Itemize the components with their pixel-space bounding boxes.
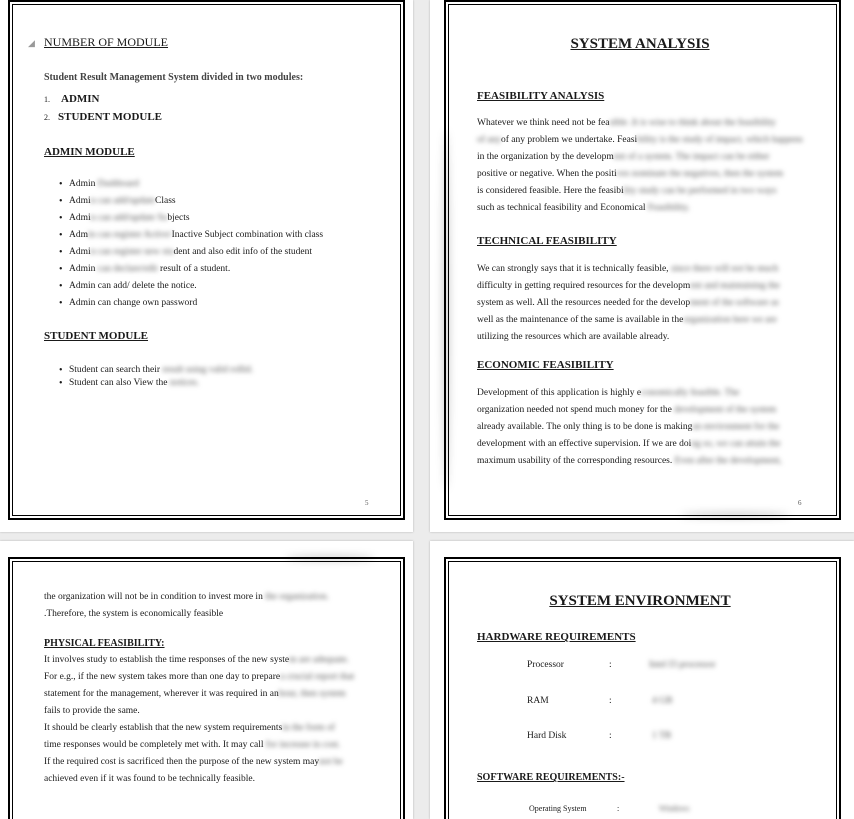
list-item: • Admin can add/updateClass <box>44 193 323 210</box>
economic-paragraph: Development of this application is highly economically feasible. The organization needed not spend much money for the development of the system already available. The only thing is to be done is makingan environment for the development with an effective supervision. If we are doing so, we can attain the maximum usability of the corresponding resources. Even after the development, <box>477 388 782 466</box>
admin-list <box>44 176 323 312</box>
feasibility-heading: FEASIBILITY ANALYSIS <box>477 90 605 102</box>
document-page-4 <box>430 541 854 819</box>
module-list <box>44 93 162 129</box>
list-item: • Admin can register new student and also edit info of the student <box>44 244 323 261</box>
list-item: • Student can also View the notices. <box>44 377 253 390</box>
scan-shadow <box>680 512 790 518</box>
document-page-1 <box>0 0 413 532</box>
feasibility-paragraph: Whatever we think need not be feasible .It is wise to think about the feasibility of anyof any problem we undertake. Feasibility is the study of impact, which happens in the organization by the development of a system. The impact can be either positive or negative. When the positives nominate the negatives, then the system is considered feasible. Here the feasibility study can be performed in two ways such as technical feasibility and Economical Feasibility. <box>477 118 803 213</box>
document-page-2 <box>430 0 854 532</box>
table-row: RAM : 4 GB <box>527 696 673 706</box>
list-item: 1. ADMIN <box>44 93 100 105</box>
list-item: • Student can search their result using valid rollid. <box>44 364 253 377</box>
page-title: NUMBER OF MODULE <box>44 35 169 49</box>
list-item: • Admin can register Active/Inactive Subject combination with class <box>44 227 323 244</box>
page-title: SYSTEM ENVIRONMENT <box>549 593 731 609</box>
intro-text: Student Result Management System divided in two modules: <box>44 72 304 83</box>
student-module-heading: STUDENT MODULE <box>44 330 149 342</box>
technical-paragraph: We can strongly says that it is technically feasible, since there will not be much difficulty in getting required resources for the development and maintaining the system as well. All the resources needed for the development of the software as well as the maintenance of the same is available in theorganization here we are utilizing the resources which are available already. <box>477 264 780 342</box>
list-item: • Admin Dashboard <box>44 176 323 193</box>
student-list <box>44 364 253 390</box>
software-table <box>529 804 779 818</box>
technical-heading: TECHNICAL FEASIBILITY <box>477 235 617 247</box>
admin-module-heading: ADMIN MODULE <box>44 146 135 158</box>
physical-paragraph: It involves study to establish the time responses of the new system are adequate. For e.g., if the new system takes more than one day to preparea crucial report that statement for the management, wherever it was required in anhour, then system fails to provide the same. It should be clearly establish that the new system requirementsin the form of time responses would be completely met with. It may call for increase in cost. If the required cost is sacrificed then the purpose of the new system maynot be achieved even if it was found to be technically feasible. <box>44 655 355 784</box>
list-item: • Admin can add/ delete the notice. <box>44 278 323 295</box>
page-number: 5 <box>365 499 369 507</box>
software-heading: SOFTWARE REQUIREMENTS:- <box>477 772 625 783</box>
table-row: Processor : Intel I3 processor <box>527 660 716 670</box>
page-title: SYSTEM ANALYSIS <box>570 36 710 52</box>
list-item: • Admin can declare/edit result of a student. <box>44 261 323 278</box>
page-number: 6 <box>798 499 802 507</box>
economic-continued: the organization will not be in condition to invest more in the organization. .Therefore, the system is economically feasible <box>44 592 329 619</box>
document-page-3 <box>0 541 413 819</box>
list-item: 2. STUDENT MODULE <box>44 111 163 123</box>
table-row: Operating System : Windows <box>529 804 690 813</box>
physical-heading: PHYSICAL FEASIBILITY: <box>44 638 165 649</box>
hardware-table <box>527 660 777 766</box>
scan-shadow <box>285 555 375 561</box>
economic-heading: ECONOMIC FEASIBILITY <box>477 359 614 371</box>
list-item: • Admin can change own password <box>44 295 323 312</box>
table-row: Hard Disk : 1 TB <box>527 731 672 741</box>
list-item: • Admin can add/update Subjects <box>44 210 323 227</box>
hardware-heading: HARDWARE REQUIREMENTS <box>477 631 636 643</box>
scan-shadow <box>442 130 450 490</box>
collapse-triangle-icon[interactable]: ◢ <box>28 38 35 48</box>
